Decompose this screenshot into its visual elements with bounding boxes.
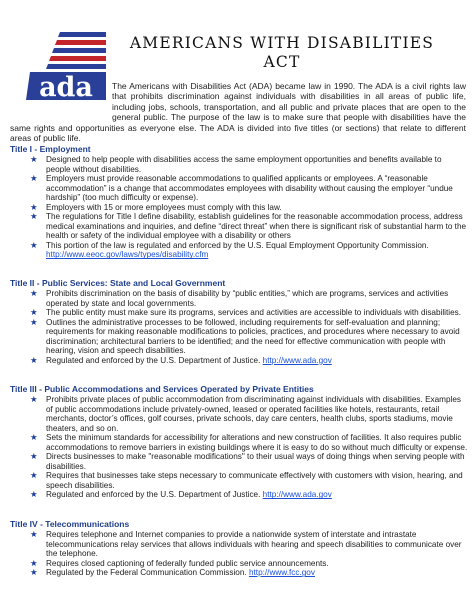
- star-icon: ★: [30, 451, 38, 462]
- eeoc-link[interactable]: http://www.eeoc.gov/laws/types/disability.cfm: [46, 250, 209, 260]
- fcc-link[interactable]: http://www.fcc.gov: [248, 568, 315, 578]
- page-title: AMERICANS WITH DISABILITIES ACT: [129, 34, 435, 71]
- list-item: ★ The public entity must make sure its programs, services and activities are accessible to individuals with disabilities.: [30, 307, 462, 318]
- list-item: ★ Designed to help people with disabilities access the same employment opportunities and benefits available to people without disabilities.: [30, 154, 442, 174]
- intro-text: The Americans with Disabilities Act (ADA) became law in 1990. The ADA is a civil rights law that prohibits discrimination against individuals with disabilities in all areas of public life, including jobs, schools, transportation, and all public and private places that are open to the general public. The purpose of the law is to make sure that people with disabilities have the same rights and opportunities as everyone else. The ADA is divided into five titles (or sections) that relate to different areas of public life.: [10, 81, 466, 144]
- list-item: ★ Regulated by the Federal Communication Commission. http://www.fcc.gov: [30, 567, 315, 578]
- title-iii-heading: Title III - Public Accommodations and Services Operated by Private Entities: [10, 384, 314, 394]
- star-icon: ★: [30, 470, 38, 481]
- title-i-heading: Title I - Employment: [10, 144, 91, 154]
- star-icon: ★: [30, 489, 38, 500]
- title-i-section: [10, 144, 468, 260]
- title-ii-section: [10, 278, 468, 365]
- list-item: ★ Employers with 15 or more employees must comply with this law.: [30, 201, 282, 212]
- star-icon: ★: [30, 307, 38, 318]
- star-icon: ★: [30, 529, 38, 539]
- list-item: ★ Directs businesses to make "reasonable modifications" to their usual ways of doing things when serving people with disabilities.: [30, 451, 465, 471]
- star-icon: ★: [30, 557, 38, 568]
- list-item: ★ Sets the minimum standards for accessibility for alterations and new construction of facilities. It also requires public accommodations to remove barriers in existing buildings where it is easy to do so without much difficulty or expense.: [30, 432, 468, 452]
- list-item: ★ Employers must provide reasonable accommodations to qualified applicants or employees. A “reasonable accommodation” is a change that accommodates employees with disability without causing the employer “undue hardship” (too much difficulty or expense).: [30, 173, 453, 203]
- list-item: ★ The regulations for Title I define disability, establish guidelines for the reasonable accommodation process, address medical examinations and inquiries, and define “direct threat” when there is significant risk of substantial harm to the health or safety of the individual employee with a disability or others: [30, 211, 467, 241]
- star-icon: ★: [30, 201, 38, 212]
- logo-text: ada: [39, 72, 93, 102]
- title-iv-heading: Title IV - Telecommunications: [10, 519, 130, 529]
- list-item: ★ Requires that businesses take steps necessary to communicate effectively with customers with vision, hearing, and speech disabilities.: [30, 470, 463, 490]
- intro-paragraph: [10, 81, 466, 143]
- list-item: ★ Requires closed captioning of federally funded public service announcements.: [30, 557, 329, 568]
- list-item: ★ Prohibits private places of public accommodation from discriminating against individuals with disabilities. Examples of public accommodations include privately-owned, leased or operated facilities like hotels, restaurants, retail merchants, doctor’s offices, golf courses, private schools, day care centers, health clubs, sports stadiums, movie theaters, and so on.: [30, 394, 462, 433]
- star-icon: ★: [30, 432, 38, 443]
- star-icon: ★: [30, 239, 38, 250]
- ada-link[interactable]: http://www.ada.gov: [262, 355, 332, 365]
- star-icon: ★: [30, 211, 38, 222]
- star-icon: ★: [30, 154, 38, 164]
- star-icon: ★: [30, 567, 38, 578]
- star-icon: ★: [30, 316, 38, 327]
- title-ii-heading: Title II - Public Services: State and Local Government: [10, 278, 226, 288]
- list-item: ★ This portion of the law is regulated and enforced by the U.S. Equal Employment Opportunity Commission. http://www.eeoc.gov/laws/types/disability.cfm: [30, 239, 429, 260]
- list-item: ★ Regulated and enforced by the U.S. Department of Justice. http://www.ada.gov: [30, 489, 332, 500]
- list-item: ★ Outlines the administrative processes to be followed, including requirements for self-evaluation and planning; requirements for making reasonable modifications to policies, practices, and procedures where necessary to avoid discrimination; architectural barriers to be identified; and the need for effective communication with people with hearing, vision and speech disabilities.: [30, 316, 460, 356]
- list-item: ★ Regulated and enforced by the U.S. Department of Justice. http://www.ada.gov: [30, 354, 332, 365]
- list-item: ★ Prohibits discrimination on the basis of disability by “public entities,” which are programs, services and activities operated by state and local governments.: [30, 288, 449, 308]
- star-icon: ★: [30, 394, 38, 404]
- title-iii-section: [10, 384, 468, 500]
- star-icon: ★: [30, 354, 38, 365]
- ada-link[interactable]: http://www.ada.gov: [262, 490, 332, 500]
- list-item: ★ Requires telephone and Internet companies to provide a nationwide system of interstate and intrastate telecommunications relay services that allows individuals with hearing and speech disabilities to communicate over the telephone.: [30, 529, 462, 559]
- star-icon: ★: [30, 288, 38, 298]
- title-iv-section: [10, 519, 468, 578]
- star-icon: ★: [30, 173, 38, 184]
